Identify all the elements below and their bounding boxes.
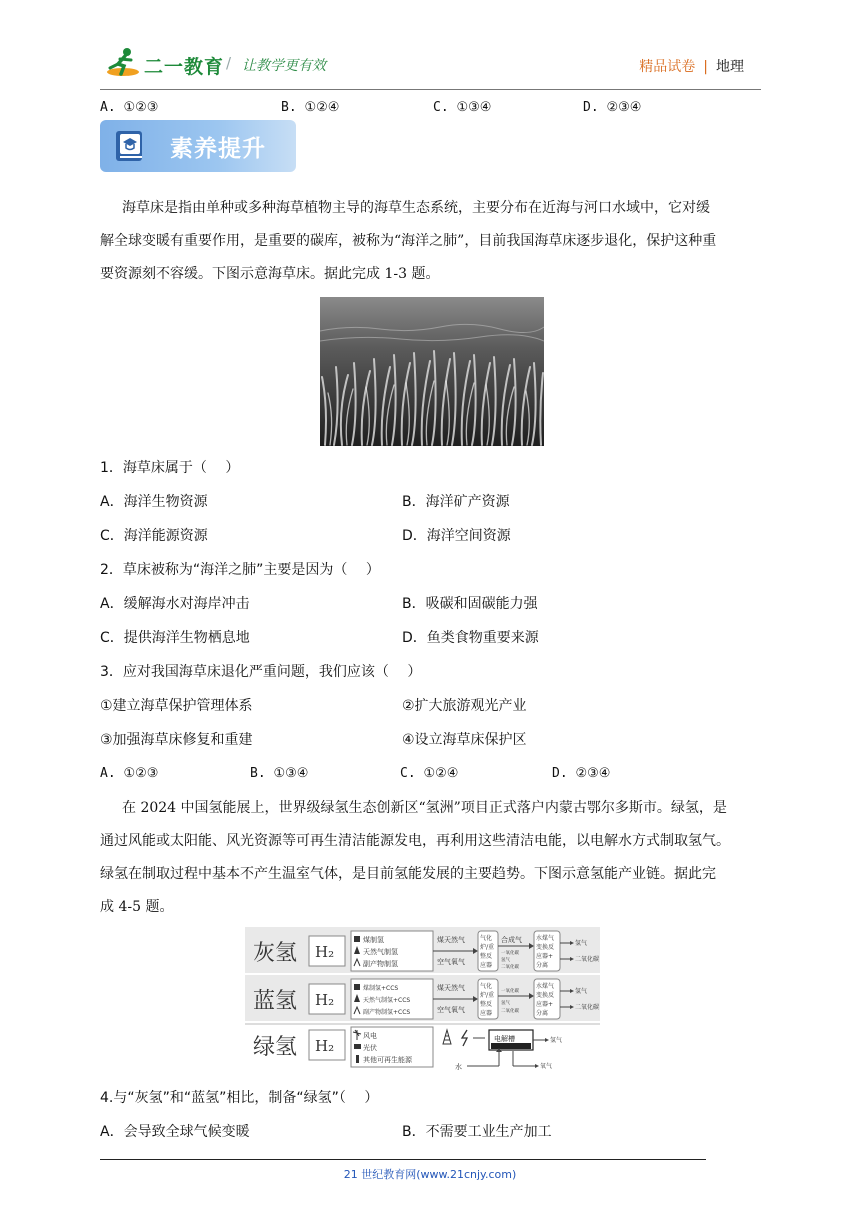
box1-grey-3: 整反 bbox=[480, 953, 493, 960]
source-grey-1: 煤制氢 bbox=[363, 936, 384, 944]
passage-line: 要资源刻不容缓。下图示意海草床。据此完成 1-3 题。 bbox=[100, 266, 440, 282]
q1-option-d: D．海洋空间资源 bbox=[402, 528, 511, 544]
q3-option-b: B. ①③④ bbox=[250, 766, 309, 781]
source-green-1: 风电 bbox=[363, 1032, 377, 1040]
out-green-2: 氧气 bbox=[540, 1063, 553, 1070]
subject-label: 地理 bbox=[716, 59, 744, 75]
runner-logo-icon bbox=[104, 46, 140, 80]
passage-line: 解全球变暖有重要作用，是重要的碳库，被称为“海洋之肺”，目前我国海草床逐步退化，保护这种重 bbox=[100, 233, 717, 249]
q1-option-a: A．海洋生物资源 bbox=[100, 494, 208, 510]
q3-statement-2: ②扩大旅游观光产业 bbox=[402, 698, 527, 714]
factory-icon bbox=[354, 936, 360, 942]
box2-grey-2: 变换反 bbox=[536, 944, 555, 951]
q3-statement-4: ④设立海草床保护区 bbox=[402, 732, 527, 748]
box1-blue-4: 应器 bbox=[480, 1010, 493, 1017]
footer-rule bbox=[100, 1159, 706, 1160]
solar-panel-icon bbox=[354, 1044, 361, 1049]
q2-option-d: D．鱼类食物重要来源 bbox=[402, 630, 539, 646]
box1-blue-1: 气化 bbox=[480, 983, 493, 990]
section-title: 素养提升 bbox=[170, 136, 266, 162]
paper-tag: 精品试卷 bbox=[639, 59, 696, 75]
prev-option-a: A. ①②③ bbox=[100, 100, 159, 115]
passage-line: 在 2024 中国氢能展上，世界级绿氢生态创新区“氢洲”项目正式落户内蒙古鄂尔多斯市。绿氢，是 bbox=[122, 800, 727, 816]
source-green-3: 其他可再生能源 bbox=[363, 1056, 412, 1064]
q3-option-a: A. ①②③ bbox=[100, 766, 159, 781]
prev-option-c: C. ①③④ bbox=[433, 100, 492, 115]
passage-hydrogen bbox=[100, 792, 762, 924]
hydrogen-industry-chain-diagram bbox=[245, 926, 615, 1074]
passage-line: 通过风能或太阳能、风光资源等可再生清洁能源发电，再利用这些清洁电能，以电解水方式制取氢气。 bbox=[100, 833, 730, 849]
box1-blue-2: 炉/重 bbox=[480, 992, 495, 999]
source-blue-3: 副产物制氢+CCS bbox=[363, 1009, 411, 1016]
q2-option-c: C．提供海洋生物栖息地 bbox=[100, 630, 250, 646]
q3-statement-1: ①建立海草保护管理体系 bbox=[100, 698, 253, 714]
box1-grey-1: 气化 bbox=[480, 935, 493, 942]
mid-grey-2: 一氧化碳 bbox=[501, 951, 519, 956]
mid-blue-3: 二氧化碳 bbox=[501, 1009, 519, 1014]
q2-option-b: B．吸碳和固碳能力强 bbox=[402, 596, 538, 612]
q3-stem: 3．应对我国海草床退化严重问题，我们应该（ ） bbox=[100, 664, 422, 680]
passage-line: 海草床是指由单种或多种海草植物主导的海草生态系统，主要分布在近海与河口水域中，它对缓 bbox=[122, 200, 710, 216]
header-meta bbox=[639, 56, 744, 76]
feed-blue-1: 煤天然气 bbox=[437, 984, 465, 992]
q2-stem: 2．草床被称为“海洋之肺”主要是因为（ ） bbox=[100, 562, 380, 578]
box2-grey-3: 应器+ bbox=[536, 953, 554, 960]
q1-stem: 1．海草床属于（ ） bbox=[100, 460, 240, 476]
box2-blue-4: 分离 bbox=[536, 1010, 549, 1017]
h2-label-green: H₂ bbox=[315, 1037, 335, 1055]
brand-slogan: 让教学更有效 bbox=[242, 58, 326, 74]
q2-option-a: A．缓解海水对海岸冲击 bbox=[100, 596, 250, 612]
q4-option-a: A．会导致全球气候变暖 bbox=[100, 1124, 250, 1140]
box1-blue-3: 整反 bbox=[480, 1001, 493, 1008]
brand-logo bbox=[104, 46, 334, 82]
box1-grey-2: 炉/重 bbox=[480, 944, 495, 951]
q1-option-c: C．海洋能源资源 bbox=[100, 528, 208, 544]
header-separator: | bbox=[703, 59, 708, 75]
passage-seagrass bbox=[100, 192, 762, 291]
passage-line: 绿氢在制取过程中基本不产生温室气体，是目前氢能发展的主要趋势。下图示意氢能产业链。据此完 bbox=[100, 866, 716, 882]
source-grey-3: 副产物制氢 bbox=[363, 960, 398, 968]
mid-grey-1: 合成气 bbox=[501, 936, 522, 944]
feed-grey-2: 空气氧气 bbox=[437, 958, 465, 966]
header-rule bbox=[100, 89, 761, 90]
row-label-green: 绿氢 bbox=[253, 1035, 298, 1060]
feed-grey-1: 煤天然气 bbox=[437, 936, 465, 944]
source-blue-1: 煤制氢+CCS bbox=[363, 985, 399, 992]
box2-blue-1: 水煤气 bbox=[536, 983, 555, 990]
out-blue-1: 氢气 bbox=[575, 988, 588, 995]
box2-grey-4: 分离 bbox=[536, 962, 549, 969]
prev-option-d: D. ②③④ bbox=[583, 100, 642, 115]
box1-grey-4: 应器 bbox=[480, 962, 493, 969]
mid-grey-3: 氢气 bbox=[501, 958, 510, 963]
factory-icon bbox=[354, 984, 360, 990]
row-label-blue: 蓝氢 bbox=[253, 989, 298, 1014]
brand-name: 二一教育 bbox=[144, 56, 225, 78]
passage-line: 成 4-5 题。 bbox=[100, 899, 174, 915]
mid-blue-1: 一氧化碳 bbox=[501, 989, 519, 994]
water-label: 水 bbox=[455, 1063, 462, 1071]
source-grey-2: 天然气制氢 bbox=[363, 948, 398, 956]
battery-icon bbox=[356, 1055, 359, 1063]
feed-blue-2: 空气氧气 bbox=[437, 1006, 465, 1014]
out-grey-2: 二氧化碳 bbox=[575, 956, 600, 963]
book-icon bbox=[112, 128, 148, 164]
electrolyzer-label: 电解槽 bbox=[494, 1035, 515, 1043]
box2-blue-3: 应器+ bbox=[536, 1001, 554, 1008]
source-green-2: 光伏 bbox=[363, 1044, 377, 1052]
out-blue-2: 二氧化碳 bbox=[575, 1004, 600, 1011]
out-grey-1: 氢气 bbox=[575, 940, 588, 947]
q3-option-d: D. ②③④ bbox=[552, 766, 611, 781]
footer-link[interactable]: 21 世纪教育网(www.21cnjy.com) bbox=[343, 1168, 517, 1181]
mid-grey-4: 二氧化碳 bbox=[501, 965, 519, 970]
q4-stem: 4.与“灰氢”和“蓝氢”相比，制备“绿氢”（ ） bbox=[100, 1090, 379, 1106]
q1-option-b: B．海洋矿产资源 bbox=[402, 494, 510, 510]
row-label-grey: 灰氢 bbox=[253, 941, 298, 966]
q4-option-b: B．不需要工业生产加工 bbox=[402, 1124, 552, 1140]
out-green-1: 氢气 bbox=[550, 1037, 563, 1044]
source-blue-2: 天然气制氢+CCS bbox=[363, 997, 411, 1004]
h2-label-grey: H₂ bbox=[315, 943, 335, 961]
section-banner bbox=[100, 120, 296, 172]
h2-label-blue: H₂ bbox=[315, 991, 335, 1009]
mid-blue-2: 氢气 bbox=[501, 1001, 510, 1006]
q3-statement-3: ③加强海草床修复和重建 bbox=[100, 732, 253, 748]
logo-divider: / bbox=[226, 54, 232, 72]
seagrass-bed-photo bbox=[320, 297, 544, 446]
box2-blue-2: 变换反 bbox=[536, 992, 555, 999]
prev-option-b: B. ①②④ bbox=[281, 100, 340, 115]
q3-option-c: C. ①②④ bbox=[400, 766, 459, 781]
box2-grey-1: 水煤气 bbox=[536, 935, 555, 942]
